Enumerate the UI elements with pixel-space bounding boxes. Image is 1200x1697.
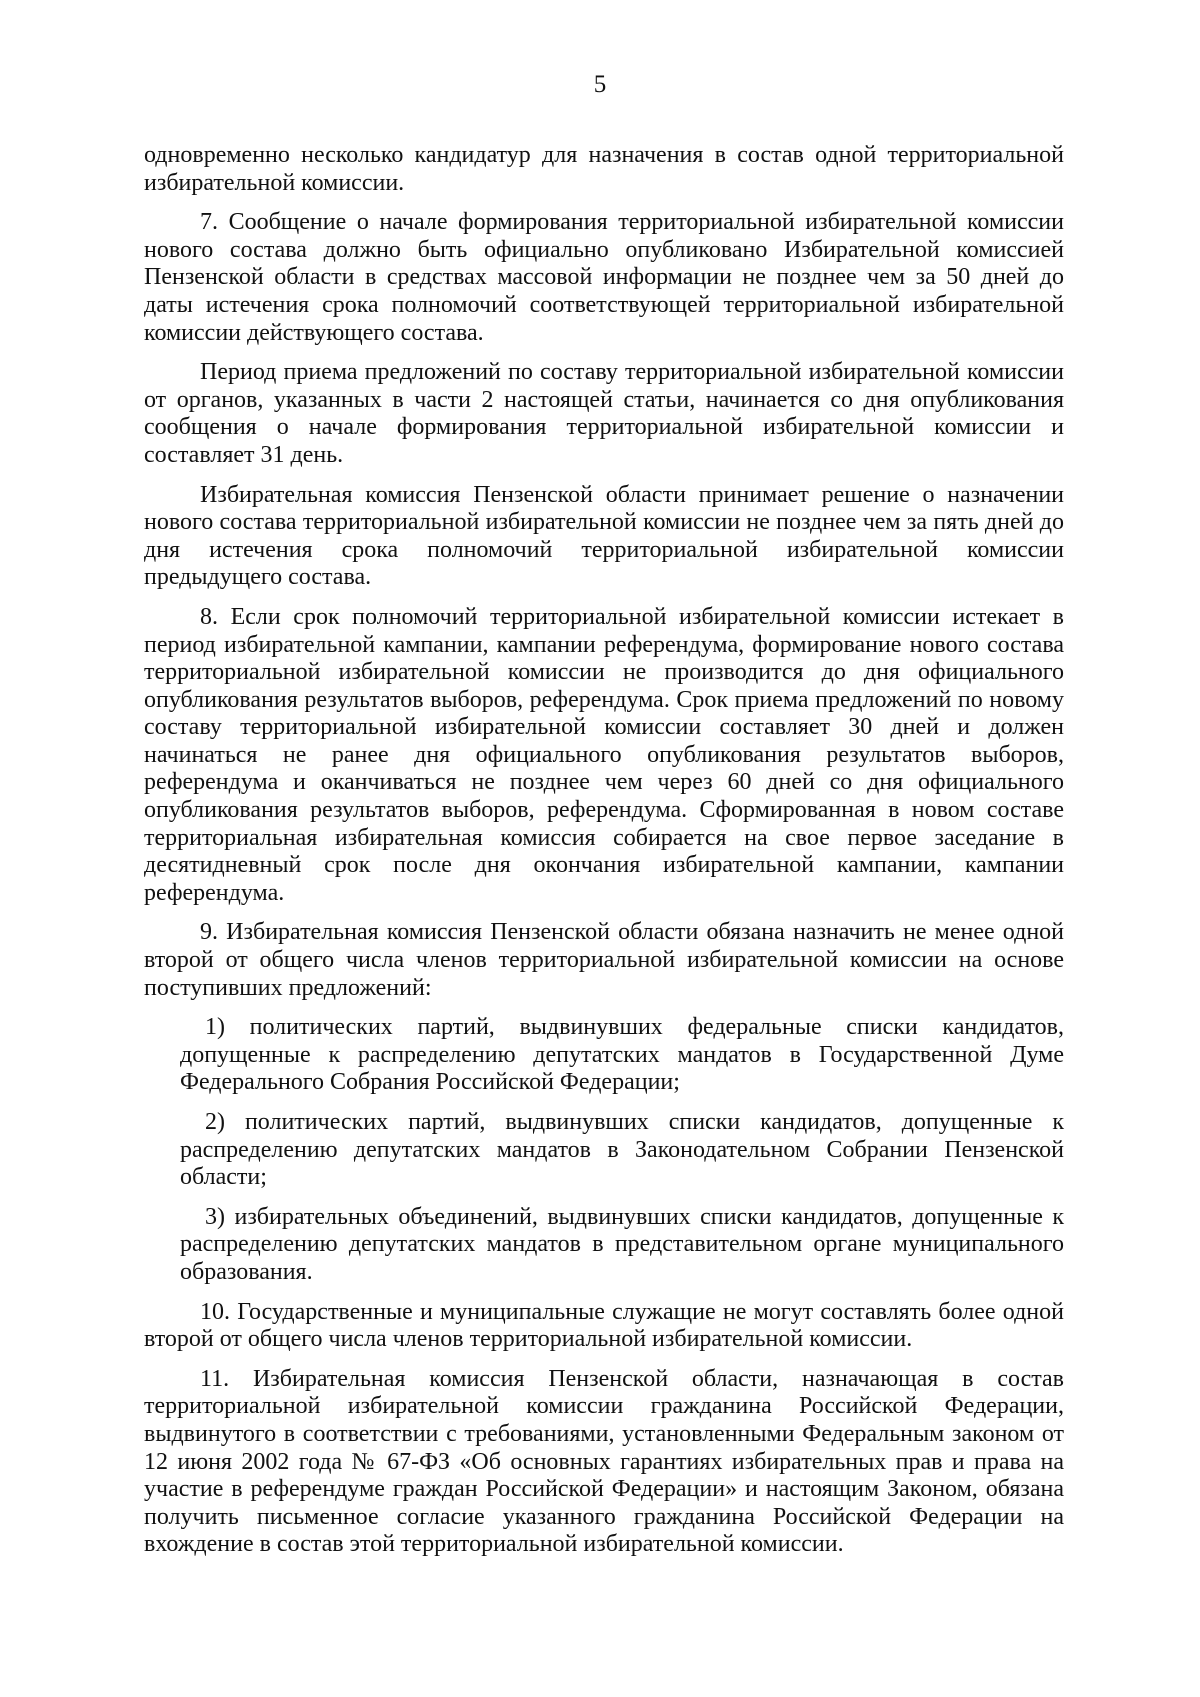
page-number: 5 (593, 71, 607, 98)
paragraph-continuation: одновременно несколько кандидатур для назначения в состав одной территориальной избирательной комиссии. (144, 142, 1064, 196)
list-item-2: 2) политических партий, выдвинувших списки кандидатов, допущенные к распределению депутатских мандатов в Законодательном Собрании Пензенской области; (180, 1109, 1064, 1191)
document-body (144, 142, 1064, 1571)
paragraph-clause-11: 11. Избирательная комиссия Пензенской области, назначающая в состав территориальной избирательной комиссии гражданина Российской Федерации, выдвинутого в соответствии с требованиями, установленными Федеральным законом от 12 июня 2002 года № 67-ФЗ «Об основных гарантиях избирательных прав и права на участие в референдуме граждан Российской Федерации» и настоящим Законом, обязана получить письменное согласие указанного гражданина Российской Федерации на вхождение в состав этой территориальной избирательной комиссии. (144, 1365, 1064, 1558)
paragraph-clause-9: 9. Избирательная комиссия Пензенской области обязана назначить не менее одной второй от общего числа членов территориальной избирательной комиссии на основе поступивших предложений: (144, 919, 1064, 1001)
paragraph-proposal-period: Период приема предложений по составу территориальной избирательной комиссии от органов, указанных в части 2 настоящей статьи, начинается со дня опубликования сообщения о начале формирования территориальной избирательной комиссии и составляет 31 день. (144, 359, 1064, 468)
paragraph-clause-10: 10. Государственные и муниципальные служащие не могут составлять более одной второй от общего числа членов территориальной избирательной комиссии. (144, 1298, 1064, 1353)
paragraph-clause-7: 7. Сообщение о начале формирования территориальной избирательной комиссии нового состава должно быть официально опубликовано Избирательной комиссией Пензенской области в средствах массовой информации не позднее чем за 50 дней до даты истечения срока полномочий соответствующей территориальной избирательной комиссии действующего состава. (144, 209, 1064, 346)
list-item-3: 3) избирательных объединений, выдвинувших списки кандидатов, допущенные к распределению депутатских мандатов в представительном органе муниципального образования. (180, 1203, 1064, 1285)
list-item-1: 1) политических партий, выдвинувших федеральные списки кандидатов, допущенные к распределению депутатских мандатов в Государственной Думе Федерального Собрания Российской Федерации; (180, 1014, 1064, 1096)
paragraph-appointment-decision: Избирательная комиссия Пензенской области принимает решение о назначении нового состава территориальной избирательной комиссии не позднее чем за пять дней до дня истечения срока полномочий территориальной избирательной комиссии предыдущего состава. (144, 481, 1064, 591)
paragraph-clause-8: 8. Если срок полномочий территориальной избирательной комиссии истекает в период избирательной кампании, кампании референдума, формирование нового состава территориальной избирательной комиссии не производится до дня официального опубликования результатов выборов, референдума. Срок приема предложений по новому составу территориальной избирательной комиссии составляет 30 дней и должен начинаться не ранее дня официального опубликования результатов выборов, референдума и оканчиваться не позднее чем через 60 дней со дня официального опубликования результатов выборов, референдума. Сформированная в новом составе территориальная избирательная комиссия собирается на свое первое заседание в десятидневный срок после дня окончания избирательной кампании, кампании референдума. (144, 603, 1064, 906)
